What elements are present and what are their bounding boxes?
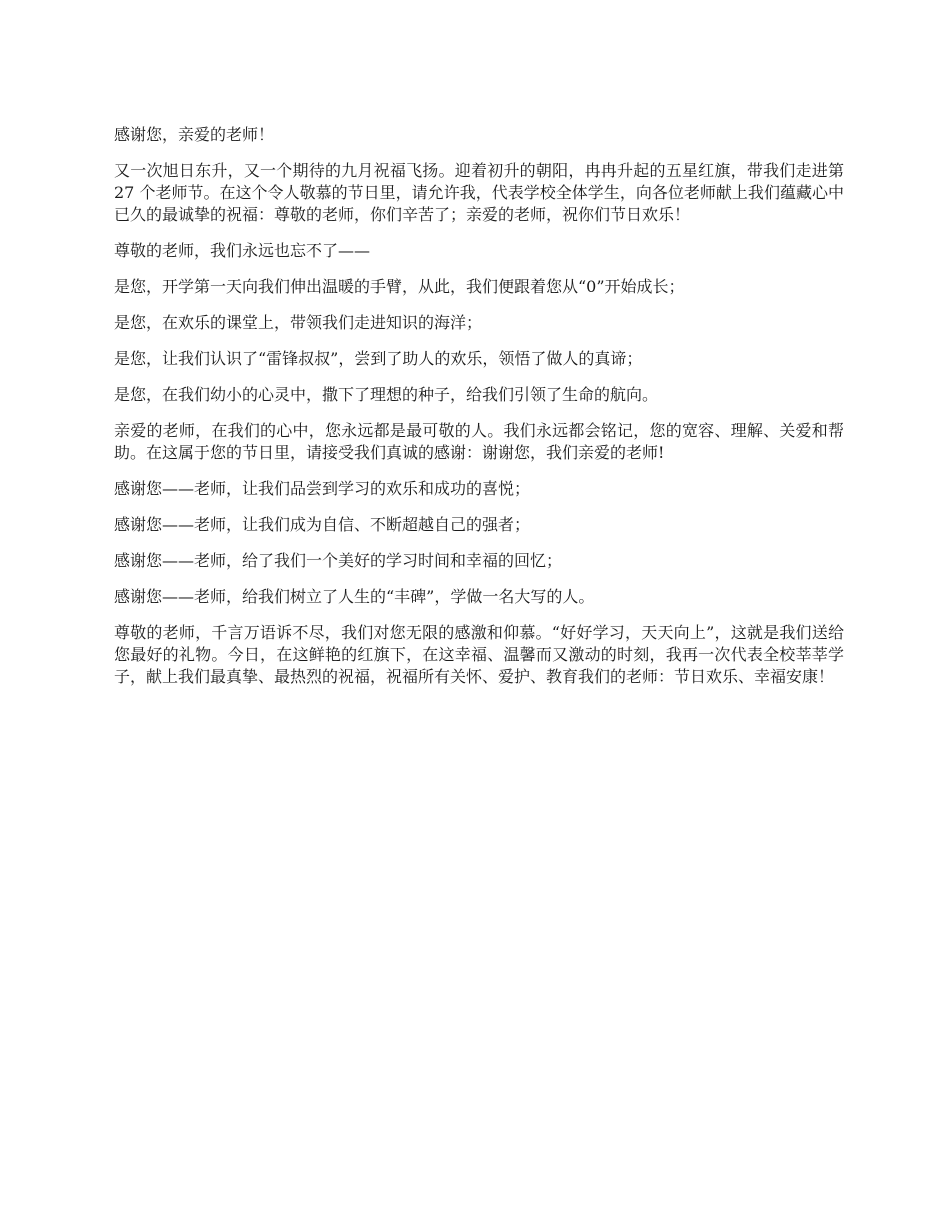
paragraph-respect: 亲爱的老师，在我们的心中，您永远都是最可敬的人。我们永远都会铭记，您的宽容、理解、关爱和帮助。在这属于您的节日里，请接受我们真诚的感谢：谢谢您，我们亲爱的老师! xyxy=(114,421,844,462)
paragraph-thanks-1: 感谢您——老师，让我们品尝到学习的欢乐和成功的喜悦； xyxy=(114,479,531,498)
paragraph-thanks-4: 感谢您——老师，给我们树立了人生的“丰碑”，学做一名大写的人。 xyxy=(114,587,595,606)
paragraph-never-forget: 尊敬的老师，我们永远也忘不了—— xyxy=(114,241,371,260)
document-page xyxy=(114,124,844,702)
paragraph-thanks-3: 感谢您——老师，给了我们一个美好的学习时间和幸福的回忆； xyxy=(114,551,563,570)
paragraph-thanks-2: 感谢您——老师，让我们成为自信、不断超越自己的强者； xyxy=(114,515,531,534)
paragraph-it-was-you-1: 是您，开学第一天向我们伸出温暖的手臂，从此，我们便跟着您从“0”开始成长； xyxy=(114,277,685,296)
paragraph-it-was-you-4: 是您，在我们幼小的心灵中，撒下了理想的种子，给我们引领了生命的航向。 xyxy=(114,385,659,404)
paragraph-it-was-you-2: 是您，在欢乐的课堂上，带领我们走进知识的海洋； xyxy=(114,313,483,332)
paragraph-closing: 尊敬的老师，千言万语诉不尽，我们对您无限的感激和仰慕。“好好学习，天天向上”，这就是我们送给您最好的礼物。今日，在这鲜艳的红旗下，在这幸福、温馨而又激动的时刻，我再一次代表全校莘莘学子，献上我们最真挚、最热烈的祝福，祝福所有关怀、爱护、教育我们的老师：节日欢乐、幸福安康！ xyxy=(114,623,844,686)
greeting-heading: 感谢您，亲爱的老师！ xyxy=(114,125,275,144)
paragraph-opening: 又一次旭日东升，又一个期待的九月祝福飞扬。迎着初升的朝阳，冉冉升起的五星红旗，带我们走进第 27 个老师节。在这个令人敬慕的节日里，请允许我，代表学校全体学生，向各位老师献上我们蕴藏心中已久的最诚挚的祝福：尊敬的老师，你们辛苦了；亲爱的老师，祝你们节日欢乐！ xyxy=(114,161,844,224)
paragraph-it-was-you-3: 是您，让我们认识了“雷锋叔叔”，尝到了助人的欢乐，领悟了做人的真谛； xyxy=(114,349,643,368)
